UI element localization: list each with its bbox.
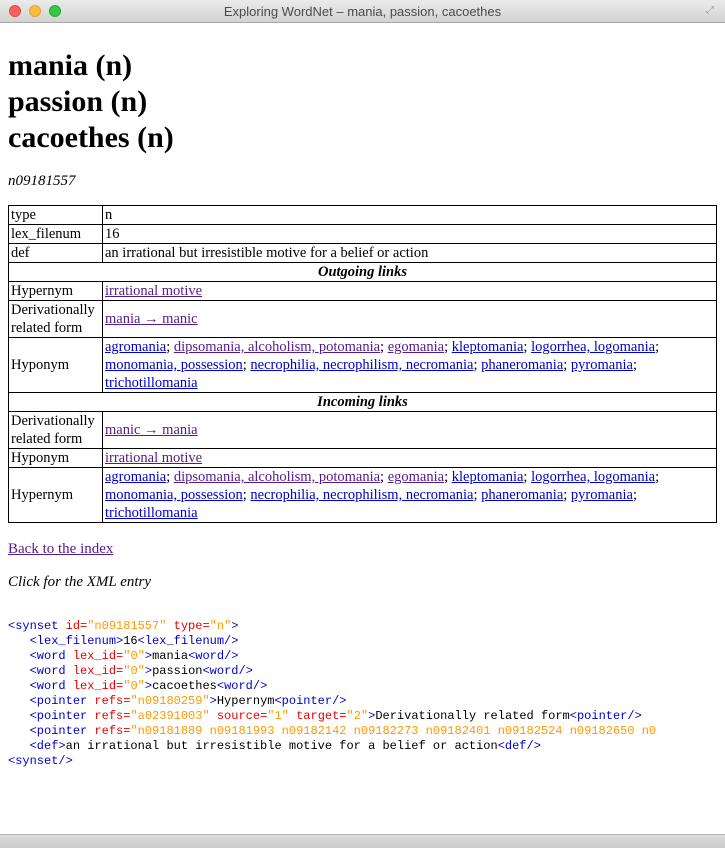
xml-value: "n09181889 n09181993 n09182142 n09182273 n09182401 n09182524 n09182650 n0 [130,724,657,738]
xml-value: "2" [346,709,369,723]
hyponym-link[interactable]: irrational motive [105,450,203,466]
row-value: 16 [103,225,717,244]
window-bottom-bar [0,834,725,848]
hyponym-link[interactable]: agromania [105,339,167,355]
table-row [9,301,717,338]
row-label: Derivationally related form [9,301,103,338]
xml-tag: <pointer/> [274,694,347,708]
xml-tag: > [231,619,239,633]
table-row [9,449,717,468]
table-row [9,412,717,449]
derivation-link[interactable]: manic → mania [105,422,198,438]
xml-tag: > [368,709,376,723]
table-row [9,225,717,244]
hypernym-link[interactable]: kleptomania [451,469,524,485]
xml-value: "n09181557" [87,619,167,633]
synset-table [8,205,717,523]
xml-text: Hypernym [216,694,275,708]
xml-value: "n" [209,619,232,633]
xml-value: "1" [267,709,289,723]
table-row [9,338,717,393]
xml-tag: <lex_filenum/> [137,634,239,648]
xml-value: "0" [123,664,145,678]
row-value [103,449,717,468]
row-value: an irrational but irresistible motive for a belief or action [103,244,717,263]
xml-tag: <word [29,649,66,663]
xml-tag: <synset [8,619,59,633]
hypernym-link[interactable]: monomania, possession [105,487,243,503]
row-label: lex_filenum [9,225,103,244]
row-value [103,412,717,449]
row-label: def [9,244,103,263]
row-value: agromania; dipsomania, alcoholism, potomania; egomania; kleptomania; logorrhea, logomania; monomania, possession; necrophilia, necrophilism, necromania; phaneromania; pyromania; trichotillomania [103,468,717,523]
headword: passion (n) [8,85,148,118]
window-title: Exploring WordNet – mania, passion, cacoethes [223,4,502,19]
xml-attr: id= [65,619,88,633]
hyponym-link[interactable]: dipsomania, alcoholism, potomania [173,339,381,355]
xml-attr: refs= [94,694,131,708]
xml-text: cacoethes [152,679,217,693]
xml-tag: > [209,694,217,708]
xml-tag: <pointer [29,694,88,708]
hypernym-link[interactable]: logorrhea, logomania [531,469,656,485]
table-row [9,206,717,225]
headword: cacoethes (n) [8,121,174,154]
hypernym-link[interactable]: trichotillomania [105,505,198,521]
xml-tag: <def/> [497,739,541,753]
xml-tag: > [144,649,153,663]
hyponym-link[interactable]: logorrhea, logomania [531,339,656,355]
table-row [9,282,717,301]
derivation-link[interactable]: mania → manic [105,311,198,327]
xml-tag: <word/> [216,679,268,693]
xml-attr: lex_id= [72,664,124,678]
xml-value: "0" [123,679,145,693]
row-value: n [103,206,717,225]
table-row [9,468,717,523]
xml-tag: <pointer [29,709,88,723]
back-link-container [8,541,717,558]
xml-attr: target= [296,709,347,723]
hypernym-link[interactable]: agromania [105,469,167,485]
row-label: Hyponym [9,449,103,468]
hypernym-link[interactable]: pyromania [570,487,633,503]
xml-value: "0" [123,649,145,663]
section-row [9,393,717,412]
xml-entry [8,619,725,769]
hypernym-link[interactable]: egomania [387,469,445,485]
window-titlebar [0,0,725,23]
hyponym-link[interactable]: kleptomania [451,339,524,355]
row-label: Hypernym [9,468,103,523]
row-label: type [9,206,103,225]
hyponym-link[interactable]: monomania, possession [105,357,243,373]
hyponym-link[interactable]: egomania [387,339,445,355]
xml-attr: type= [173,619,210,633]
xml-tag: <pointer [29,724,88,738]
xml-tag: <lex_filenum> [29,634,124,648]
incoming-links-header: Incoming links [9,393,717,412]
xml-text: mania [152,649,189,663]
xml-entry-toggle[interactable]: Click for the XML entry [8,574,152,590]
row-value: agromania; dipsomania, alcoholism, potomania; egomania; kleptomania; logorrhea, logomania; monomania, possession; necrophilia, necrophilism, necromania; phaneromania; pyromania; trichotillomania [103,338,717,393]
xml-text: an irrational but irresistible motive for a belief or action [65,739,498,753]
xml-attr: source= [216,709,268,723]
table-row [9,244,717,263]
xml-tag: <word [29,679,66,693]
hypernym-link[interactable]: irrational motive [105,283,203,299]
xml-attr: lex_id= [72,649,124,663]
xml-attr: refs= [94,724,131,738]
row-value [103,301,717,338]
row-value [103,282,717,301]
hyponym-link[interactable]: phaneromania [481,357,564,373]
xml-tag: <word/> [202,664,253,678]
page-content [8,23,717,769]
xml-text: Derivationally related form [375,709,570,723]
xml-tag: <pointer/> [569,709,642,723]
xml-tag: <word/> [188,649,239,663]
xml-attr: refs= [94,709,131,723]
fullscreen-icon[interactable]: ⤢ [706,5,714,16]
hyponym-link[interactable]: pyromania [570,357,633,373]
xml-text: 16 [123,634,138,648]
headword: mania (n) [8,49,133,82]
hyponym-link[interactable]: trichotillomania [105,375,198,391]
xml-text: passion [152,664,203,678]
hypernym-link[interactable]: phaneromania [481,487,564,503]
hypernym-link[interactable]: dipsomania, alcoholism, potomania [173,469,381,485]
hyponym-link[interactable]: necrophilia, necrophilism, necromania [250,357,474,373]
row-label: Hyponym [9,338,103,393]
outgoing-links-header: Outgoing links [9,263,717,282]
synset-id: n09181557 [8,173,76,189]
xml-tag: > [144,664,153,678]
row-label: Derivationally related form [9,412,103,449]
headwords [8,48,717,156]
xml-tag: <def> [29,739,66,753]
xml-attr: lex_id= [72,679,124,693]
section-row [9,263,717,282]
xml-value: "n09180259" [130,694,210,708]
hypernym-link[interactable]: necrophilia, necrophilism, necromania [250,487,474,503]
row-label: Hypernym [9,282,103,301]
xml-value: "a02391003" [130,709,210,723]
xml-tag: <word [29,664,66,678]
xml-tag: > [144,679,153,693]
xml-tag: <synset/> [8,754,73,768]
back-to-index-link[interactable]: Back to the index [8,541,114,557]
